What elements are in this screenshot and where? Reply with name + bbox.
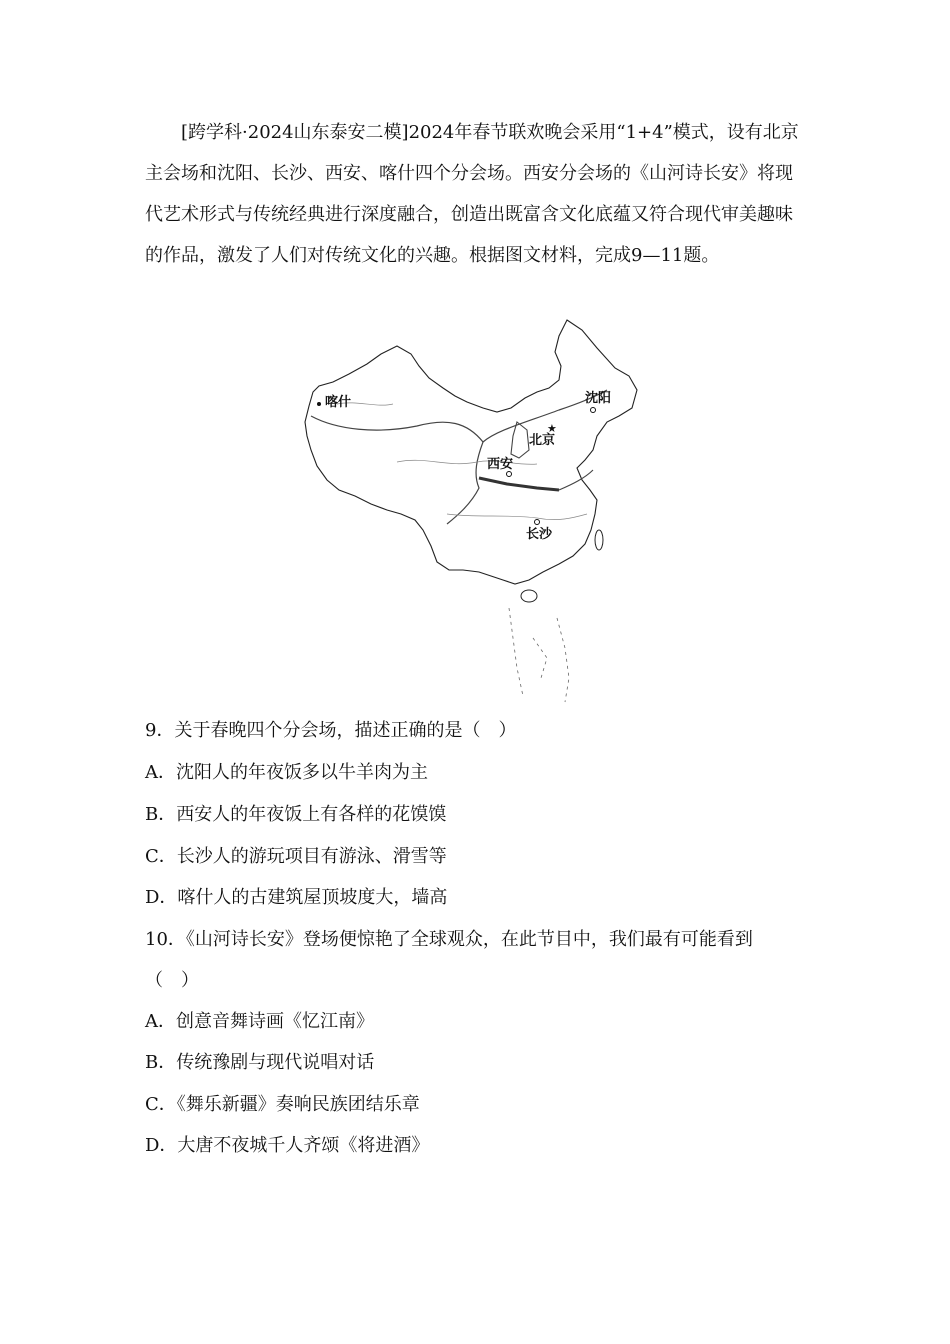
- beijing-star: ★: [547, 422, 557, 435]
- question-10-option-b: B．传统豫剧与现代说唱对话: [145, 1052, 375, 1073]
- south-sea-boundary: [509, 608, 569, 702]
- question-10-option-d: D．大唐不夜城千人齐颂《将进酒》: [145, 1135, 430, 1156]
- region-boundary-qinling: [479, 478, 559, 490]
- river-2: [397, 460, 537, 464]
- question-10-stem-line1: 10．《山河诗长安》登场便惊艳了全球观众，在此节目中，我们最有可能看到: [145, 929, 753, 950]
- map-label-xian: 西安: [487, 457, 514, 472]
- question-10-option-c: C．《舞乐新疆》奏响民族团结乐章: [145, 1094, 420, 1115]
- china-map-figure: [297, 318, 657, 710]
- question-10-stem-line2: （ ）: [145, 970, 199, 991]
- map-label-shenyang: 沈阳: [585, 391, 612, 406]
- question-10-option-a: A．创意音舞诗画《忆江南》: [145, 1011, 374, 1032]
- china-map-svg: [297, 318, 657, 710]
- region-boundary-inner: [511, 422, 529, 458]
- shenyang-marker: [591, 408, 596, 413]
- xian-marker: [507, 472, 512, 477]
- river-3: [447, 514, 587, 520]
- hainan-island: [521, 590, 537, 602]
- intro-paragraph: [跨学科·2024山东泰安二模]2024年春节联欢晚会采用“1+4”模式，设有北京主会场和沈阳、长沙、西安、喀什四个分会场。西安分会场的《山河诗长安》将现代艺术形式与传统经典进行深度融合，创造出既富含文化底蕴又符合现代审美趣味的作品，激发了人们对传统文化的兴趣。根据图文材料，完成9—11题。: [145, 122, 799, 266]
- changsha-marker: [535, 520, 540, 525]
- question-9-option-c: C．长沙人的游玩项目有游泳、滑雪等: [145, 846, 447, 867]
- question-9-option-a: A．沈阳人的年夜饭多以牛羊肉为主: [145, 762, 428, 783]
- question-9-option-d: D．喀什人的古建筑屋顶坡度大，墙高: [145, 887, 448, 908]
- question-9-stem: 9．关于春晚四个分会场，描述正确的是（ ）: [145, 720, 517, 741]
- map-label-beijing: 北京: [529, 433, 556, 448]
- map-label-kashi: 喀什: [325, 395, 352, 410]
- taiwan-island: [595, 530, 603, 550]
- china-outline: [305, 320, 637, 584]
- kashi-marker: [317, 402, 321, 406]
- region-boundary-west: [447, 442, 483, 524]
- map-label-changsha: 长沙: [526, 527, 553, 542]
- question-9-option-b: B．西安人的年夜饭上有各样的花馍馍: [145, 804, 447, 825]
